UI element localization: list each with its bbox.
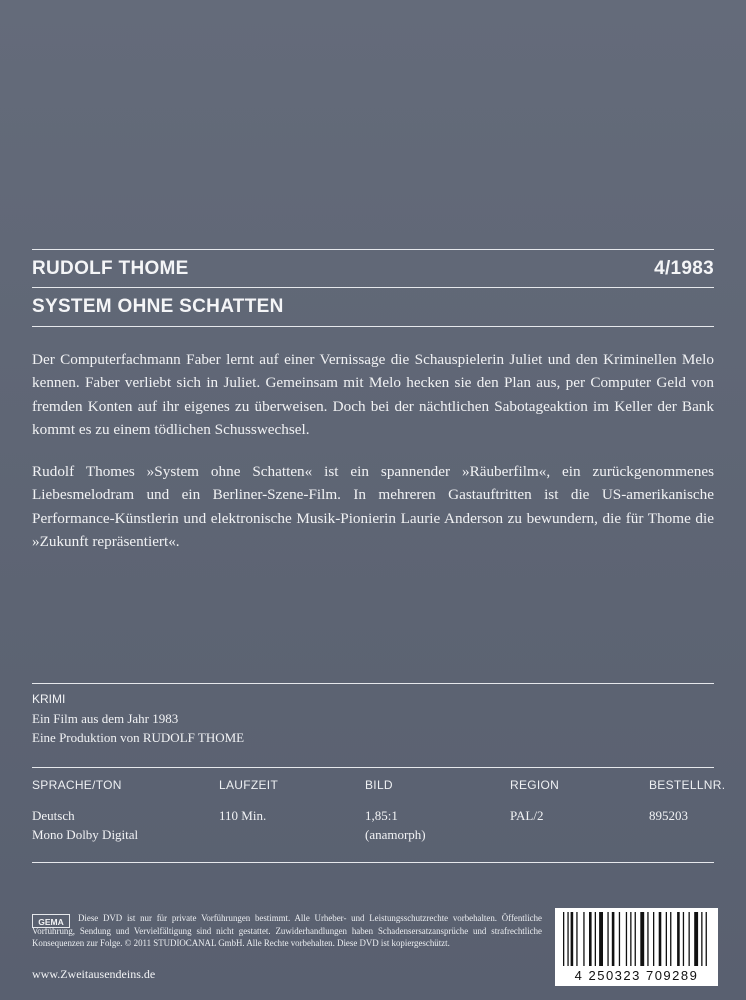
- spec-bild-line1: 1,85:1: [365, 808, 398, 823]
- spec-region: [510, 778, 559, 825]
- top-rule: [32, 249, 714, 250]
- spec-sprache: [32, 778, 138, 844]
- gema-logo: GEMA: [32, 914, 70, 928]
- barcode-number: 4 250323 709289: [574, 968, 699, 983]
- spec-sprache-line1: Deutsch: [32, 808, 75, 823]
- spec-bild-value: [365, 806, 426, 844]
- film-meta: [32, 690, 244, 747]
- spec-laufzeit-label: LAUFZEIT: [219, 778, 279, 792]
- barcode: [555, 908, 718, 986]
- genre-label: KRIMI: [32, 692, 66, 706]
- spec-bild-line2: (anamorph): [365, 827, 426, 842]
- legal-notice: Diese DVD ist nur für private Vorführungen bestimmt. Alle Urheber- und Leistungsschutzrechte vorbehalten. Öffentliche Vorführung, Sendung und Vervielfältigung sind nicht gestattet. Zuwiderhandlungen haben Schadensersatzansprüche und strafrechtliche Konsequenzen zur Folge. © 2011 STUDIOCANAL GmbH. Alle Rechte vorbehalten. Diese DVD ist kopiergeschützt.: [32, 913, 542, 948]
- spec-region-value: PAL/2: [510, 808, 544, 823]
- synopsis-paragraph-1: Der Computerfachmann Faber lernt auf einer Vernissage die Schauspielerin Juliet und den Kriminellen Melo kennen. Faber verliebt sich in Juliet. Gemeinsam mit Melo hecken sie den Plan aus, per Computer Geld von fremden Konten auf ihr eigenes zu überweisen. Doch bei der nächtlichen Sabotageaktion im Keller der Bank kommt es zu einem tödlichen Schusswechsel.: [32, 351, 714, 438]
- website-link[interactable]: www.Zweitausendeins.de: [32, 967, 156, 981]
- spec-bestellnr: [649, 778, 725, 825]
- year-line: Ein Film aus dem Jahr 1983: [32, 711, 179, 726]
- film-title: SYSTEM OHNE SCHATTEN: [32, 296, 284, 317]
- meta-rule: [32, 683, 714, 684]
- synopsis-paragraph-2: Rudolf Thomes »System ohne Schatten« ist ein spannender »Räuberfilm«, ein zurückgenommenes Liebesmelodram und ein Berliner-Szene-Film. In mehreren Gastauftritten ist die US-amerikanische Performance-Künstlerin und elektronische Musik-Pionierin Laurie Anderson zu bewundern, die für Thome die »Zukunft repräsentiert«.: [32, 463, 714, 550]
- spec-sprache-line2: Mono Dolby Digital: [32, 827, 139, 842]
- spec-sprache-label: SPRACHE/TON: [32, 778, 122, 792]
- spec-bestellnr-value: 895203: [649, 808, 688, 823]
- director-name: RUDOLF THOME: [32, 258, 189, 279]
- spec-region-label: REGION: [510, 778, 560, 792]
- spec-bestellnr-label: BESTELLNR.: [649, 778, 726, 792]
- catalog-number: 4/1983: [654, 258, 714, 279]
- barcode-bars-icon: [555, 908, 718, 970]
- spec-bild-label: BILD: [365, 778, 393, 792]
- spec-bild: [365, 778, 426, 844]
- middle-rule: [32, 287, 714, 288]
- specs-rule: [32, 767, 714, 768]
- title-rule: [32, 326, 714, 327]
- director-heading: [32, 258, 714, 280]
- spec-laufzeit-value: 110 Min.: [219, 808, 267, 823]
- footer-rule: [32, 862, 714, 863]
- production-line: Eine Produktion von RUDOLF THOME: [32, 730, 245, 745]
- spec-laufzeit: [219, 778, 278, 825]
- spec-sprache-value: [32, 806, 138, 844]
